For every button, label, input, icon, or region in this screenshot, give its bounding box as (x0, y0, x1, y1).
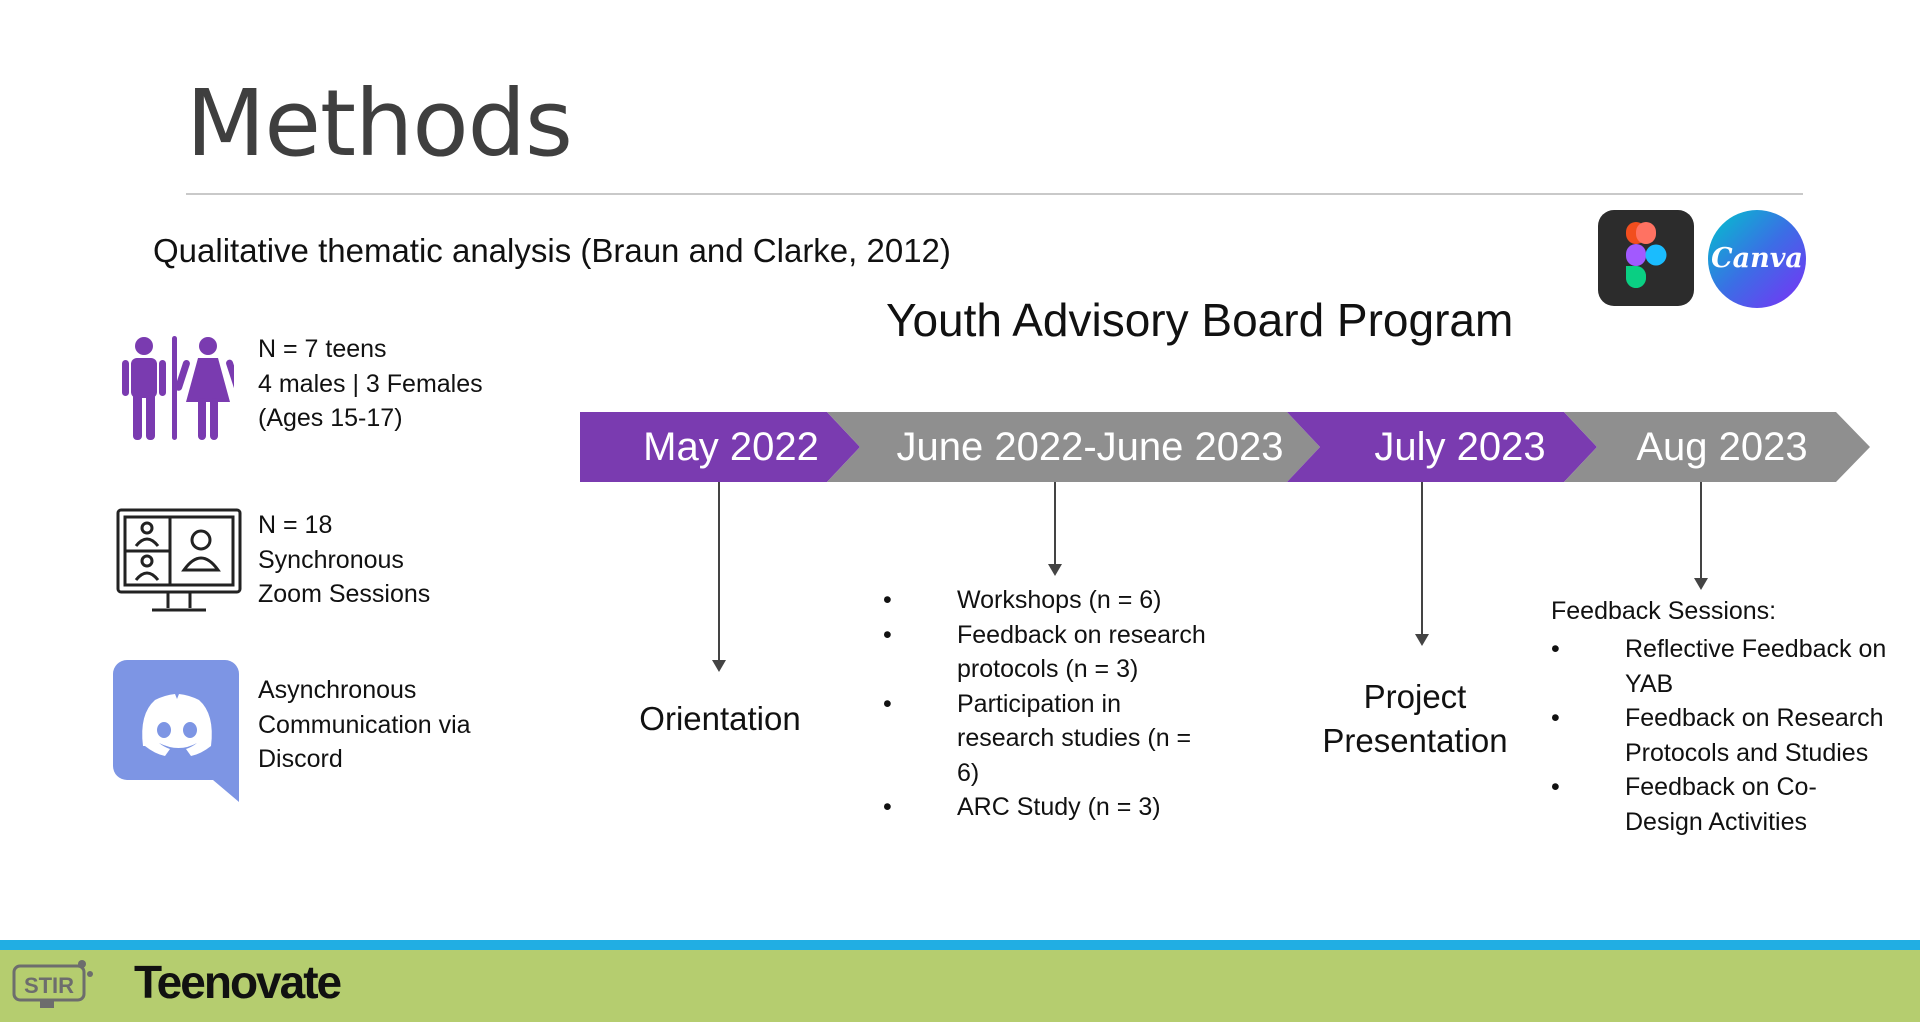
async-text (258, 673, 471, 777)
aug-connector (1700, 482, 1702, 582)
async-line-1: Asynchronous (258, 676, 417, 704)
list-item: • Participation in research studies (n = 6) (883, 687, 1243, 791)
async-line-2: Communication via (258, 710, 471, 739)
project-presentation-line-2: Presentation (1322, 722, 1508, 759)
participants-text (258, 332, 483, 436)
list-item: • Workshops (n = 6) (883, 583, 1243, 618)
project-presentation-label (1305, 675, 1525, 763)
list-item: • Feedback on research protocols (n = 3) (883, 618, 1243, 687)
july-connector (1421, 482, 1423, 638)
participants-line-3: (Ages 15-17) (258, 404, 403, 432)
sessions-line-1: N = 18 (258, 511, 333, 539)
figma-logo-graphic (1598, 210, 1694, 306)
orientation-arrowhead (712, 660, 726, 672)
june-connector (1054, 482, 1056, 568)
june-arrowhead (1048, 564, 1062, 576)
slide-subtitle: Qualitative thematic analysis (Braun and Clarke, 2012) (153, 232, 951, 269)
footer-accent-stripe (0, 940, 1920, 950)
canva-wordmark: Canva (1711, 243, 1803, 274)
aug-arrowhead (1694, 578, 1708, 590)
phase-label-june-2022-june-2023: June 2022-June 2023 (896, 425, 1284, 469)
sessions-text (258, 508, 430, 612)
discord-icon (113, 660, 239, 802)
async-line-3: Discord (258, 745, 343, 773)
male-female-restroom-icon (118, 334, 234, 442)
orientation-connector (718, 482, 720, 662)
phase-label-july-2023: July 2023 (1374, 425, 1546, 469)
teenovate-logo: Teenovate (134, 956, 341, 1008)
title-divider (186, 193, 1803, 195)
slide-title: Methods (186, 70, 572, 177)
canva-icon (1708, 210, 1806, 308)
july-arrowhead (1415, 634, 1429, 646)
sessions-line-2: Synchronous (258, 545, 404, 574)
list-item: • Feedback on Research Protocols and Studies (1551, 701, 1911, 770)
feedback-sessions-heading: Feedback Sessions: (1551, 597, 1777, 625)
sessions-line-3: Zoom Sessions (258, 580, 431, 608)
orientation-label: Orientation (639, 700, 801, 737)
phase-label-aug-2023: Aug 2023 (1636, 425, 1808, 469)
video-conference-monitor-icon (116, 508, 242, 616)
list-item: • Reflective Feedback on YAB (1551, 632, 1911, 701)
participants-line-2: 4 males | 3 Females (258, 369, 483, 398)
aug-feedback-list (1551, 632, 1911, 839)
participants-line-1: N = 7 teens (258, 335, 387, 363)
program-title: Youth Advisory Board Program (886, 294, 1514, 346)
list-item: • Feedback on Co- Design Activities (1551, 770, 1911, 839)
project-presentation-line-1: Project (1363, 678, 1467, 715)
svg-text:STIR: STIR (23, 973, 75, 998)
phase-label-may-2022: May 2022 (643, 425, 819, 469)
list-item: • ARC Study (n = 3) (883, 790, 1243, 825)
figma-icon (1598, 210, 1694, 306)
june-activities-list (883, 583, 1243, 825)
stir-logo (12, 956, 94, 1012)
